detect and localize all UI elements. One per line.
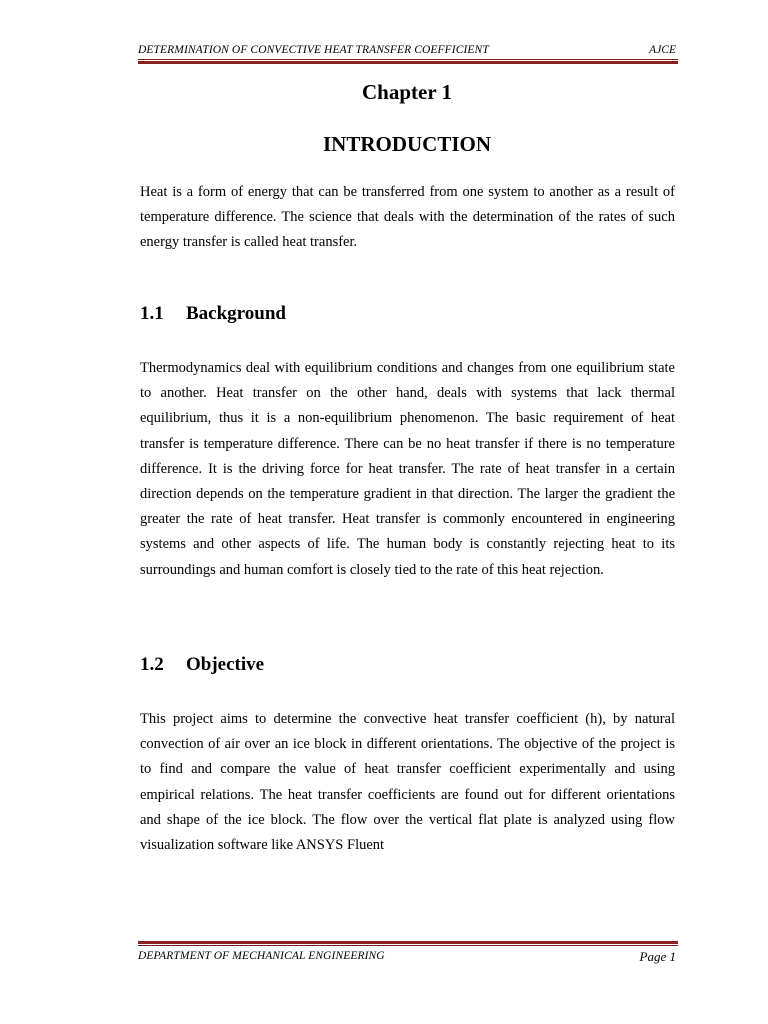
- page-footer: [138, 938, 678, 968]
- header-title: DETERMINATION OF CONVECTIVE HEAT TRANSFER COEFFICIENT: [138, 44, 489, 56]
- chapter-label: Chapter 1: [361, 80, 453, 104]
- footer-rule-thin: [138, 945, 678, 946]
- header-rule-thick: [138, 61, 678, 64]
- section-text-objective: This project aims to determine the convective heat transfer coefficient (h), by natural convection of air over an ice block in different orientations. The objective of the project is to find and compare the value of heat transfer coefficient experimentally and using empirical relations. The heat transfer coefficients are found out for different orientations and shape of the ice block. The flow over the vertical flat plate is analyzed using flow visualization software like ANSYS Fluent: [140, 711, 675, 854]
- section-heading-objective: [140, 654, 264, 676]
- header-rule-thin: [138, 59, 678, 60]
- page-number: Page 1: [639, 949, 676, 964]
- header-institution: AJCE: [649, 44, 676, 56]
- section-text-background: Thermodynamics deal with equilibrium conditions and changes from one equilibrium state to another. Heat transfer on the other hand, deals with systems that lack thermal equilibrium, thus it is a non-equilibrium phenomenon. The basic requirement of heat transfer is temperature difference. There can be no heat transfer if there is no temperature difference. It is the driving force for heat transfer. The rate of heat transfer in a certain direction depends on the temperature gradient in that direction. The larger the gradient the greater the rate of heat transfer. Heat transfer is commonly encountered in engineering systems and other aspects of life. The human body is constantly rejecting heat to its surroundings and human comfort is closely tied to the rate of this heat rejection.: [140, 360, 675, 578]
- section-number: 1.2: [140, 654, 164, 675]
- section-heading-background: [140, 303, 286, 325]
- page-header: [138, 40, 678, 64]
- footer-department: DEPARTMENT OF MECHANICAL ENGINEERING: [138, 950, 385, 962]
- section-title: Objective: [186, 654, 265, 675]
- chapter-title: INTRODUCTION: [322, 132, 492, 156]
- intro-paragraph: Heat is a form of energy that can be transferred from one system to another as a result of temperature difference. The science that deals with the determination of the rates of such energy transfer is called heat transfer.: [140, 184, 675, 251]
- section-number: 1.1: [140, 303, 164, 324]
- footer-rule-thick: [138, 941, 678, 944]
- section-title: Background: [186, 303, 286, 324]
